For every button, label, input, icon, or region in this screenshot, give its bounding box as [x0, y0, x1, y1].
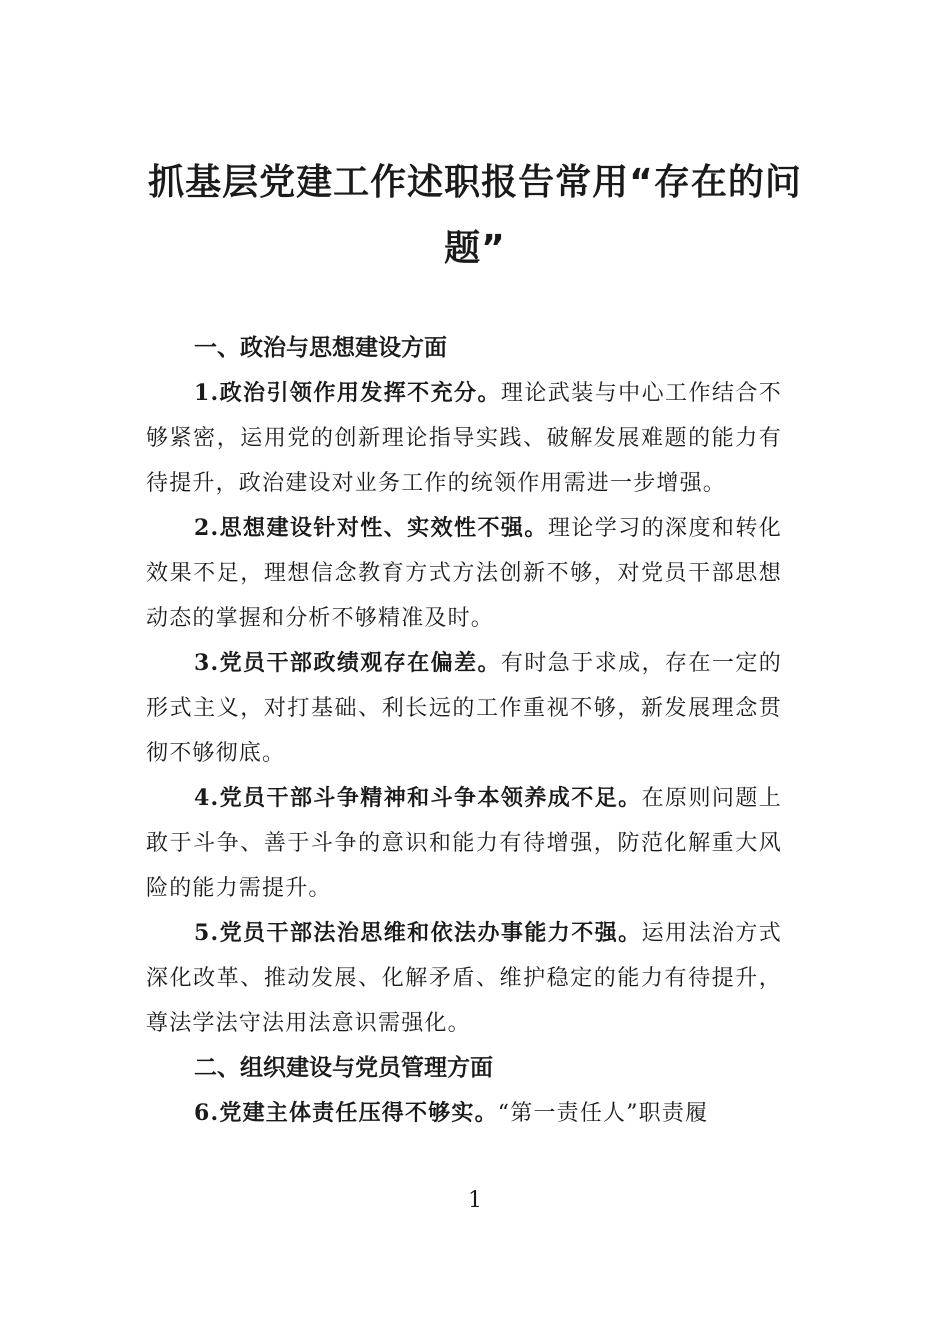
item-text: 在原则问题上敢于斗争、善于斗争的意识和能力有待增强，防范化解重大风险的能力需提升。 [146, 786, 783, 901]
section-heading: 二、组织建设与党员管理方面 [194, 1055, 493, 1081]
list-item [146, 506, 782, 641]
item-lead: 2.思想建设针对性、实效性不强。 [194, 515, 548, 541]
list-item [146, 641, 782, 776]
document-title: 抓基层党建工作述职报告常用“存在的问题” [148, 162, 802, 269]
item-lead: 3.党员干部政绩观存在偏差。 [194, 650, 501, 676]
item-text: 理论武装与中心工作结合不够紧密，运用党的创新理论指导实践、破解发展难题的能力有待提升，政治建设对业务工作的统领作用需进一步增强。 [146, 381, 782, 496]
item-lead: 5.党员干部法治思维和依法办事能力不强。 [194, 920, 642, 946]
list-item [146, 371, 782, 506]
document-body [146, 326, 782, 1136]
item-lead: 4.党员干部斗争精神和斗争本领养成不足。 [194, 785, 642, 811]
list-item [146, 776, 782, 911]
item-lead: 6.党建主体责任压得不够实。 [194, 1100, 498, 1126]
section-heading: 一、政治与思想建设方面 [194, 335, 447, 361]
item-text: “第一责任人”职责履 [497, 1101, 709, 1126]
item-lead: 1.政治引领作用发挥不充分。 [194, 380, 501, 406]
item-text: 运用法治方式深化改革、推动发展、化解矛盾、维护稳定的能力有待提升，尊法学法守法用法意识需强化。 [146, 921, 783, 1036]
list-item [146, 1091, 782, 1136]
item-text: 理论学习的深度和转化效果不足，理想信念教育方式方法创新不够，对党员干部思想动态的掌握和分析不够精准及时。 [146, 516, 782, 631]
list-item [146, 911, 782, 1046]
page-number: 1 [468, 1188, 482, 1213]
item-text: 有时急于求成，存在一定的形式主义，对打基础、利长远的工作重视不够，新发展理念贯彻不够彻底。 [146, 651, 782, 766]
